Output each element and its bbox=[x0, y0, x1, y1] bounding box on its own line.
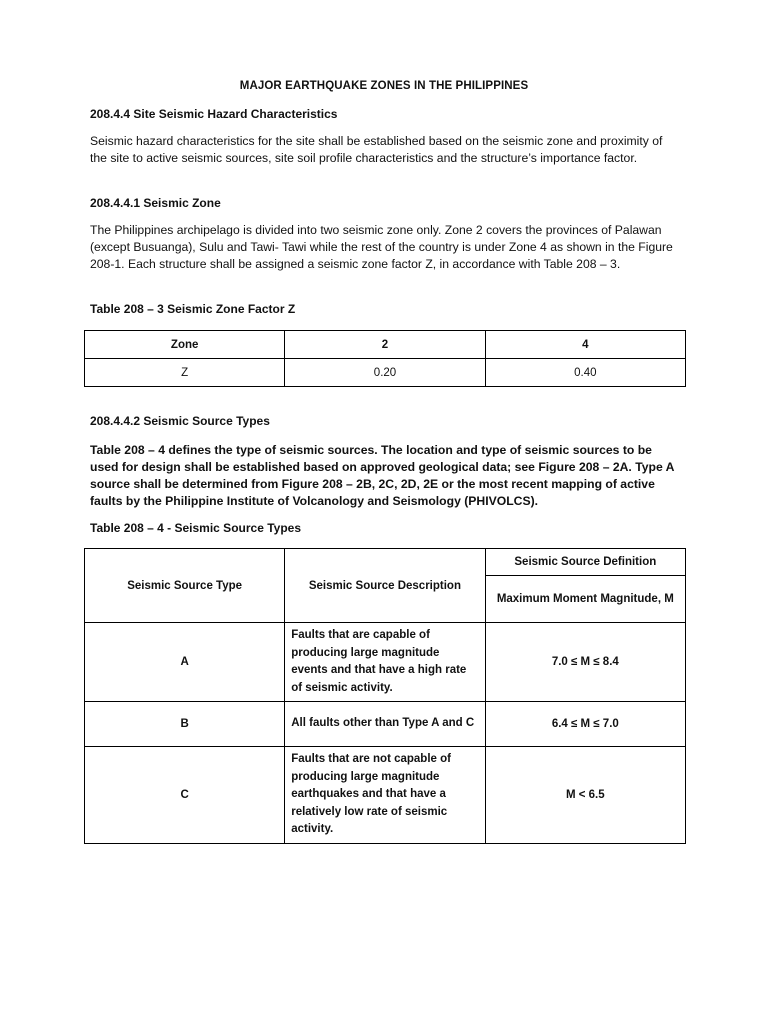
table-cell: 7.0 ≤ M ≤ 8.4 bbox=[485, 623, 685, 702]
table-3-caption: Table 208 – 3 Seismic Zone Factor Z bbox=[90, 302, 296, 316]
table-cell: Faults that are capable of producing large magnitude events and that have a high rate of seismic activity. bbox=[285, 623, 485, 702]
seismic-zone-factor-table bbox=[84, 330, 686, 387]
table-cell: C bbox=[85, 747, 285, 844]
table-cell: 0.20 bbox=[285, 359, 485, 387]
table-row bbox=[85, 702, 686, 747]
table-header-max-magnitude: Maximum Moment Magnitude, M bbox=[485, 576, 685, 623]
table-cell: B bbox=[85, 702, 285, 747]
table-row bbox=[85, 359, 686, 387]
table-cell: A bbox=[85, 623, 285, 702]
table-cell: 0.40 bbox=[485, 359, 685, 387]
table-row bbox=[85, 747, 686, 844]
seismic-source-types-table bbox=[84, 548, 686, 844]
section-paragraph-site-hazard: Seismic hazard characteristics for the site shall be established based on the seismic zone and proximity of the site to active seismic sources, site soil profile characteristics and the structure’s importance factor. bbox=[90, 134, 663, 165]
table-cell: M < 6.5 bbox=[485, 747, 685, 844]
table-cell: Faults that are not capable of producing large magnitude earthquakes and that have a relatively low rate of seismic activity. bbox=[285, 747, 485, 844]
table-cell: 2 bbox=[285, 331, 485, 359]
section-heading-source-types: 208.4.4.2 Seismic Source Types bbox=[90, 414, 270, 428]
table-header-source-type: Seismic Source Type bbox=[85, 549, 285, 623]
page-title: MAJOR EARTHQUAKE ZONES IN THE PHILIPPINES bbox=[239, 80, 529, 92]
section-paragraph-seismic-zone: The Philippines archipelago is divided into two seismic zone only. Zone 2 covers the provinces of Palawan (except Busuanga), Sulu and Tawi- Tawi while the rest of the country is under Zone 4 as shown in the Figure 208-1. Each structure shall be assigned a seismic zone factor Z, in accordance with Table 208 – 3. bbox=[90, 223, 673, 271]
table-cell: Z bbox=[85, 359, 285, 387]
table-header-source-description: Seismic Source Description bbox=[285, 549, 485, 623]
table-cell: 4 bbox=[485, 331, 685, 359]
table-cell: 6.4 ≤ M ≤ 7.0 bbox=[485, 702, 685, 747]
table-row bbox=[85, 623, 686, 702]
section-paragraph-source-types: Table 208 – 4 defines the type of seismic sources. The location and type of seismic sources to be used for design shall be established based on approved geological data; see Figure 208 – 2A. Type A source shall be determined from Figure 208 – 2B, 2C, 2D, 2E or the most recent mapping of active faults by the Philippine Institute of Volcanology and Seismology (PHIVOLCS). bbox=[90, 443, 675, 508]
table-header-row bbox=[85, 331, 686, 359]
section-heading-seismic-zone: 208.4.4.1 Seismic Zone bbox=[90, 196, 221, 210]
table-cell: All faults other than Type A and C bbox=[285, 702, 485, 747]
section-heading-site-hazard: 208.4.4 Site Seismic Hazard Characteristics bbox=[90, 107, 338, 121]
table-cell: Zone bbox=[85, 331, 285, 359]
table-4-caption: Table 208 – 4 - Seismic Source Types bbox=[90, 521, 301, 535]
table-header-row bbox=[85, 549, 686, 576]
table-header-source-definition: Seismic Source Definition bbox=[485, 549, 685, 576]
